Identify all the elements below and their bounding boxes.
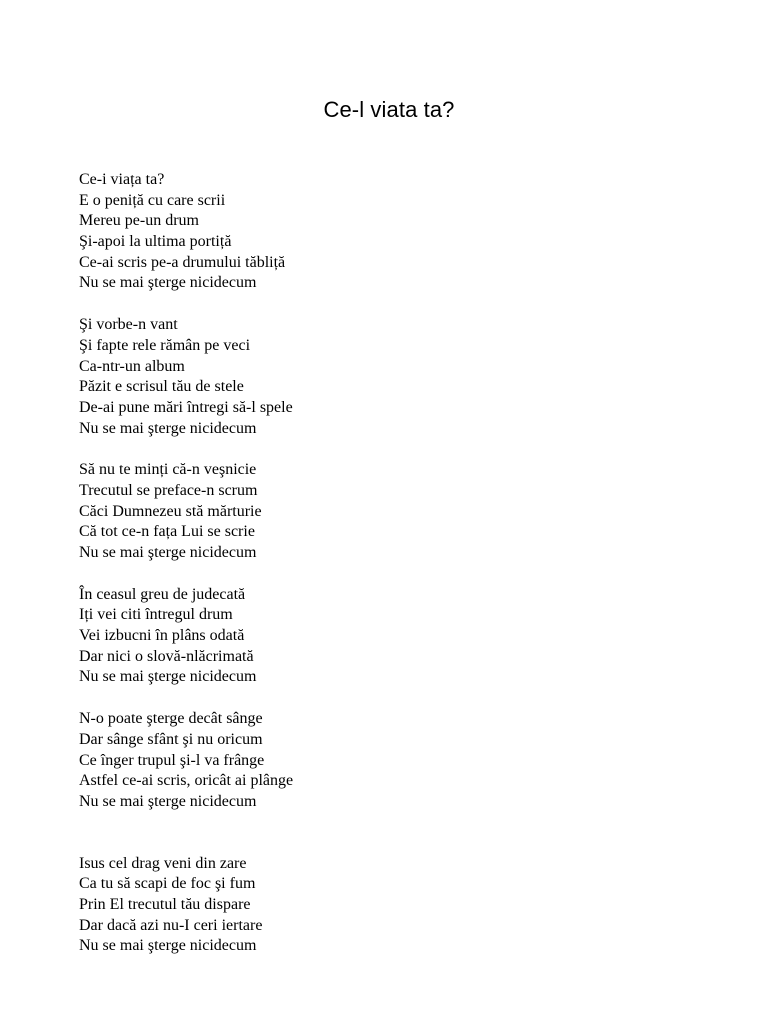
stanza-6 — [79, 854, 679, 957]
poem-line: Şi vorbe-n vant — [79, 316, 178, 334]
stanza-2 — [79, 315, 679, 439]
page-title: Ce-l viata ta? — [323, 97, 455, 122]
poem-line: Iți vei citi întregul drum — [79, 606, 233, 624]
poem-line: Vei izbucni în plâns odată — [79, 627, 245, 645]
poem-line: Căci Dumnezeu stă mărturie — [79, 502, 262, 520]
stanza-spacer — [79, 813, 679, 854]
poem-line: Dar dacă azi nu-I ceri iertare — [79, 916, 263, 934]
poem-line: Şi fapte rele rămân pe veci — [79, 336, 251, 354]
poem-line: Prin El trecutul tău dispare — [79, 895, 251, 913]
stanza-5 — [79, 709, 679, 812]
poem-line: Ce-ai scris pe-a drumului tăbliță — [79, 253, 286, 271]
poem-line: Isus cel drag veni din zare — [79, 854, 247, 872]
poem-line: Şi-apoi la ultima portiță — [79, 233, 232, 251]
poem-line: Nu se mai şterge nicidecum — [79, 274, 257, 292]
stanza-4 — [79, 585, 679, 688]
stanza-spacer — [79, 294, 679, 315]
poem-line: Ca-ntr-un album — [79, 357, 185, 375]
poem-line: Ce-i viața ta? — [79, 171, 165, 188]
poem-line: Dar nici o slovă-nlăcrimată — [79, 647, 254, 665]
poem-line: Că tot ce-n fața Lui se scrie — [79, 523, 255, 541]
poem-line: Nu se mai şterge nicidecum — [79, 419, 257, 437]
stanza-1 — [79, 170, 679, 294]
stanza-spacer — [79, 564, 679, 585]
poem-line: Să nu te minți că-n veşnicie — [79, 461, 257, 479]
poem-body — [79, 170, 679, 957]
stanza-spacer — [79, 439, 679, 460]
poem-line: De-ai pune mări întregi să-l spele — [79, 398, 293, 416]
poem-line: În ceasul greu de judecată — [79, 585, 246, 603]
poem-line: Nu se mai şterge nicidecum — [79, 792, 257, 810]
poem-line: Mereu pe-un drum — [79, 212, 199, 230]
poem-line: N-o poate şterge decât sânge — [79, 710, 263, 728]
poem-line: Păzit e scrisul tău de stele — [79, 378, 244, 396]
poem-line: Nu se mai şterge nicidecum — [79, 668, 257, 686]
poem-line: Nu se mai şterge nicidecum — [79, 544, 257, 561]
poem-line: E o peniță cu care scrii — [79, 191, 226, 209]
poem-line: Ce înger trupul şi-l va frânge — [79, 751, 265, 769]
stanza-spacer — [79, 688, 679, 709]
poem-line: Dar sânge sfânt şi nu oricum — [79, 730, 263, 748]
poem-line: Ca tu să scapi de foc şi fum — [79, 875, 256, 893]
poem-line: Astfel ce-ai scris, oricât ai plânge — [79, 772, 294, 790]
poem-line: Trecutul se preface-n scrum — [79, 481, 258, 499]
poem-line: Nu se mai şterge nicidecum — [79, 937, 257, 955]
stanza-3 — [79, 460, 679, 563]
